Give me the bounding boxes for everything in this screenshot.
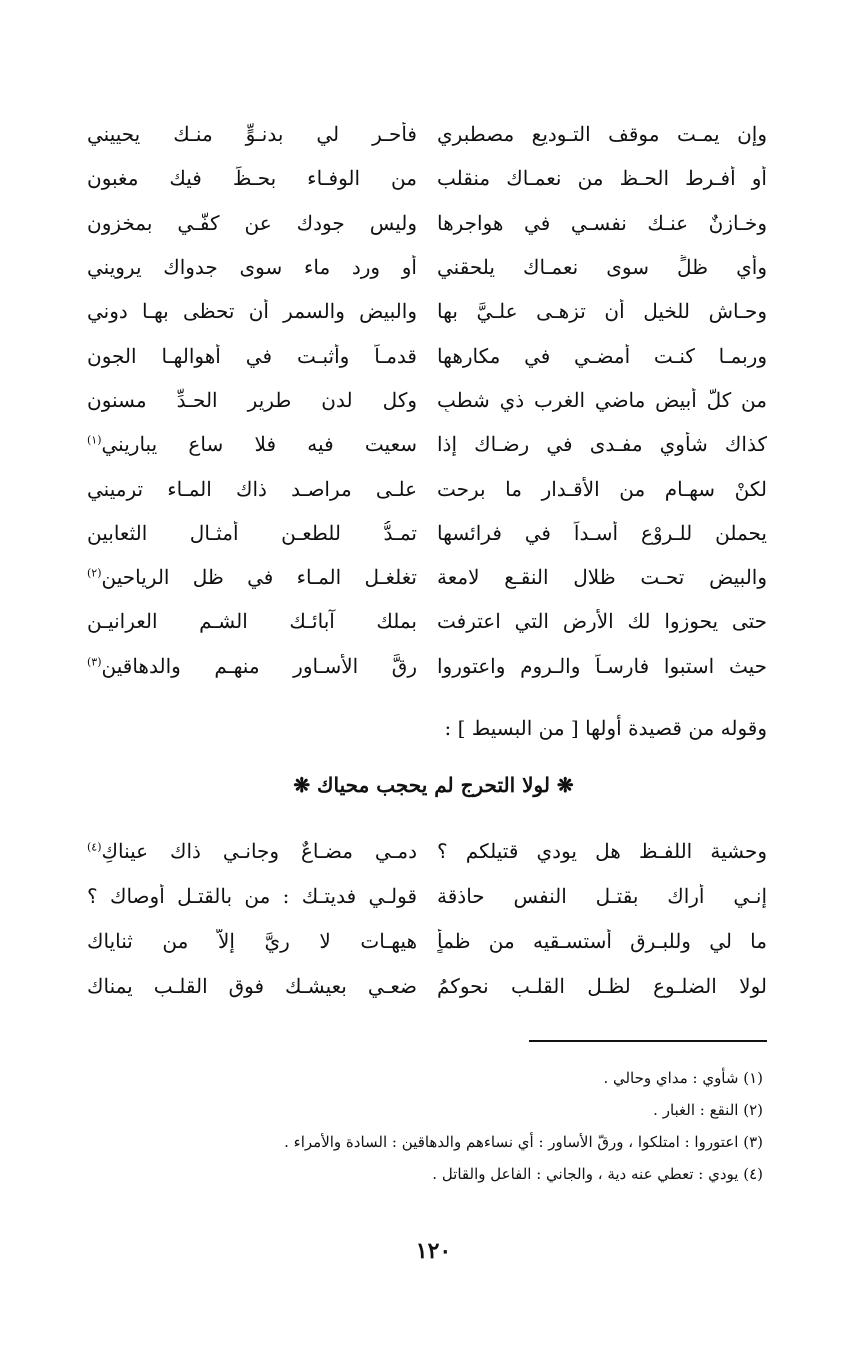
- verse-first-hemistich: والبيض تحـت ظلال النقـع لامعة: [437, 565, 767, 590]
- verse-first-hemistich: لولا الضلـوع لظـل القلـب نحوكمُ: [437, 973, 767, 998]
- verse-first-hemistich: ما لي وللبـرق أستسـقيه من ظمأٍ: [437, 928, 767, 953]
- poem-verses-top: [87, 112, 767, 688]
- footnote: (٣) اعتوروا : امتلكوا ، ورقّ الأساور : أي نساءهم والدهاقين : السادة والأمراء .: [284, 1133, 763, 1151]
- verse-second-hemistich: رقَّ الأسـاور منهـم والدهاقين$^{(٣)}$: [87, 653, 417, 678]
- verse-first-hemistich: لكنْ سهـام من الأقـدار ما برحت: [437, 476, 767, 501]
- footnotes: [103, 1062, 763, 1190]
- footnote-marker: (١): [87, 433, 102, 447]
- verse-second-hemistich: قدمـاً وأثبـت في أهوالهـا الجون: [87, 343, 417, 368]
- verse-first-hemistich: أو أفـرط الحـظ من نعمـاك منقلب: [437, 166, 767, 191]
- verse-second-hemistich: وكل لدنٍ طرير الحـدِّ مسنون: [87, 387, 417, 412]
- verse-first-hemistich: وحـاش للخيل أن تزهـى علـيَّ بها: [437, 299, 767, 324]
- verse-first-hemistich: يحملن للـروْع أسـداً في فرائسها: [437, 520, 767, 545]
- verse-second-hemistich: فأحـرِ لي بدنـوٍّ منـك يحييني: [87, 122, 417, 147]
- verse-row: [87, 555, 767, 599]
- verse-first-hemistich: حتى يحوزوا لك الأرض التي اعترفت: [437, 609, 767, 634]
- verse-first-hemistich: من كلّ أبيض ماضي الغرب ذي شطبٍ: [437, 387, 767, 412]
- verse-second-hemistich: سعيت فيه فلا ساعٍ يباريني$^{(١)}$: [87, 432, 417, 457]
- verse-row: [87, 156, 767, 200]
- verse-second-hemistich: ضعـي بعيشـك فوق القلـب يمناك: [87, 973, 417, 998]
- poem-opening-line: ❋ لولا التحرج لم يحجب محياك ❋: [293, 773, 574, 797]
- verse-second-hemistich: تمـدُّ للطعـن أمثـال الثعابين: [87, 520, 417, 545]
- verse-second-hemistich: وليس جودك عن كفّـي بمخزون: [87, 210, 417, 235]
- verse-row: [87, 828, 767, 873]
- verse-first-hemistich: وحشية اللفـظ هل يودي قتيلكم ؟: [437, 838, 767, 863]
- verse-second-hemistich: من الوفـاء بحـظٍّ فيك مغبون: [87, 166, 417, 191]
- verse-first-hemistich: كذاك شأوي مفـدى في رضـاك إذا: [437, 432, 767, 457]
- footnote-marker: (٤): [87, 839, 102, 853]
- verse-first-hemistich: وربمـا كنـت أمضـي في مكارهها: [437, 343, 767, 368]
- poem-verses-bottom: [87, 828, 767, 1008]
- verse-row: [87, 201, 767, 245]
- verse-row: [87, 378, 767, 422]
- verse-second-hemistich: بملك آبائـك الشـم العرانيـن: [87, 609, 417, 634]
- poem-introduction: وقوله من قصيدة أولها [ من البسيط ] :: [444, 716, 767, 740]
- footnote: (٢) النقع : الغبار .: [653, 1101, 763, 1119]
- verse-first-hemistich: حيث استبوا فارسـاً والـروم واعتوروا: [437, 653, 767, 678]
- verse-row: [87, 289, 767, 333]
- verse-row: [87, 466, 767, 510]
- verse-second-hemistich: تغلغـل المـاء في ظل الرياحين$^{(٢)}$: [87, 565, 417, 590]
- verse-row: [87, 918, 767, 963]
- footnote: (٤) يودي : تعطي عنه دية ، والجاني : الفاعل والقاتل .: [432, 1165, 763, 1183]
- verse-row: [87, 422, 767, 466]
- verse-second-hemistich: والبيض والسمر أن تحظى بهـا دوني: [87, 299, 417, 324]
- verse-first-hemistich: وأي ظلٍّ سوى نعمـاك يلحقني: [437, 255, 767, 280]
- verse-row: [87, 333, 767, 377]
- verse-row: [87, 511, 767, 555]
- verse-second-hemistich: دمـي مضـاعٌ وجانـي ذاك عيناكِ$^{(٤)}$: [87, 838, 417, 863]
- footnote-marker: (٢): [87, 566, 102, 580]
- verse-row: [87, 245, 767, 289]
- footnote-marker: (٣): [87, 655, 102, 669]
- verse-second-hemistich: قولـي فديتـك : من بالقتـل أوصاك ؟: [87, 883, 417, 908]
- verse-row: [87, 644, 767, 688]
- page-number: ١٢٠: [415, 1238, 452, 1264]
- footnote: (١) شأوي : مداي وحالي .: [603, 1069, 763, 1087]
- verse-row: [87, 599, 767, 643]
- footnote-divider: [529, 1040, 767, 1042]
- verse-row: [87, 873, 767, 918]
- verse-second-hemistich: هيهـات لا ريَّ إلاّ من ثناياك: [87, 928, 417, 953]
- verse-first-hemistich: إنـي أراك بقتـل النفس حاذقة: [437, 883, 767, 908]
- verse-row: [87, 963, 767, 1008]
- verse-first-hemistich: وخـازنٌ عنـك نفسـي في هواجرها: [437, 210, 767, 235]
- verse-second-hemistich: أو ورد ماء سوى جدواك يرويني: [87, 255, 417, 280]
- verse-row: [87, 112, 767, 156]
- verse-first-hemistich: وإن يمـت موقف التـوديع مصطبري: [437, 122, 767, 147]
- verse-second-hemistich: علـى مراصـد ذاك المـاء ترميني: [87, 476, 417, 501]
